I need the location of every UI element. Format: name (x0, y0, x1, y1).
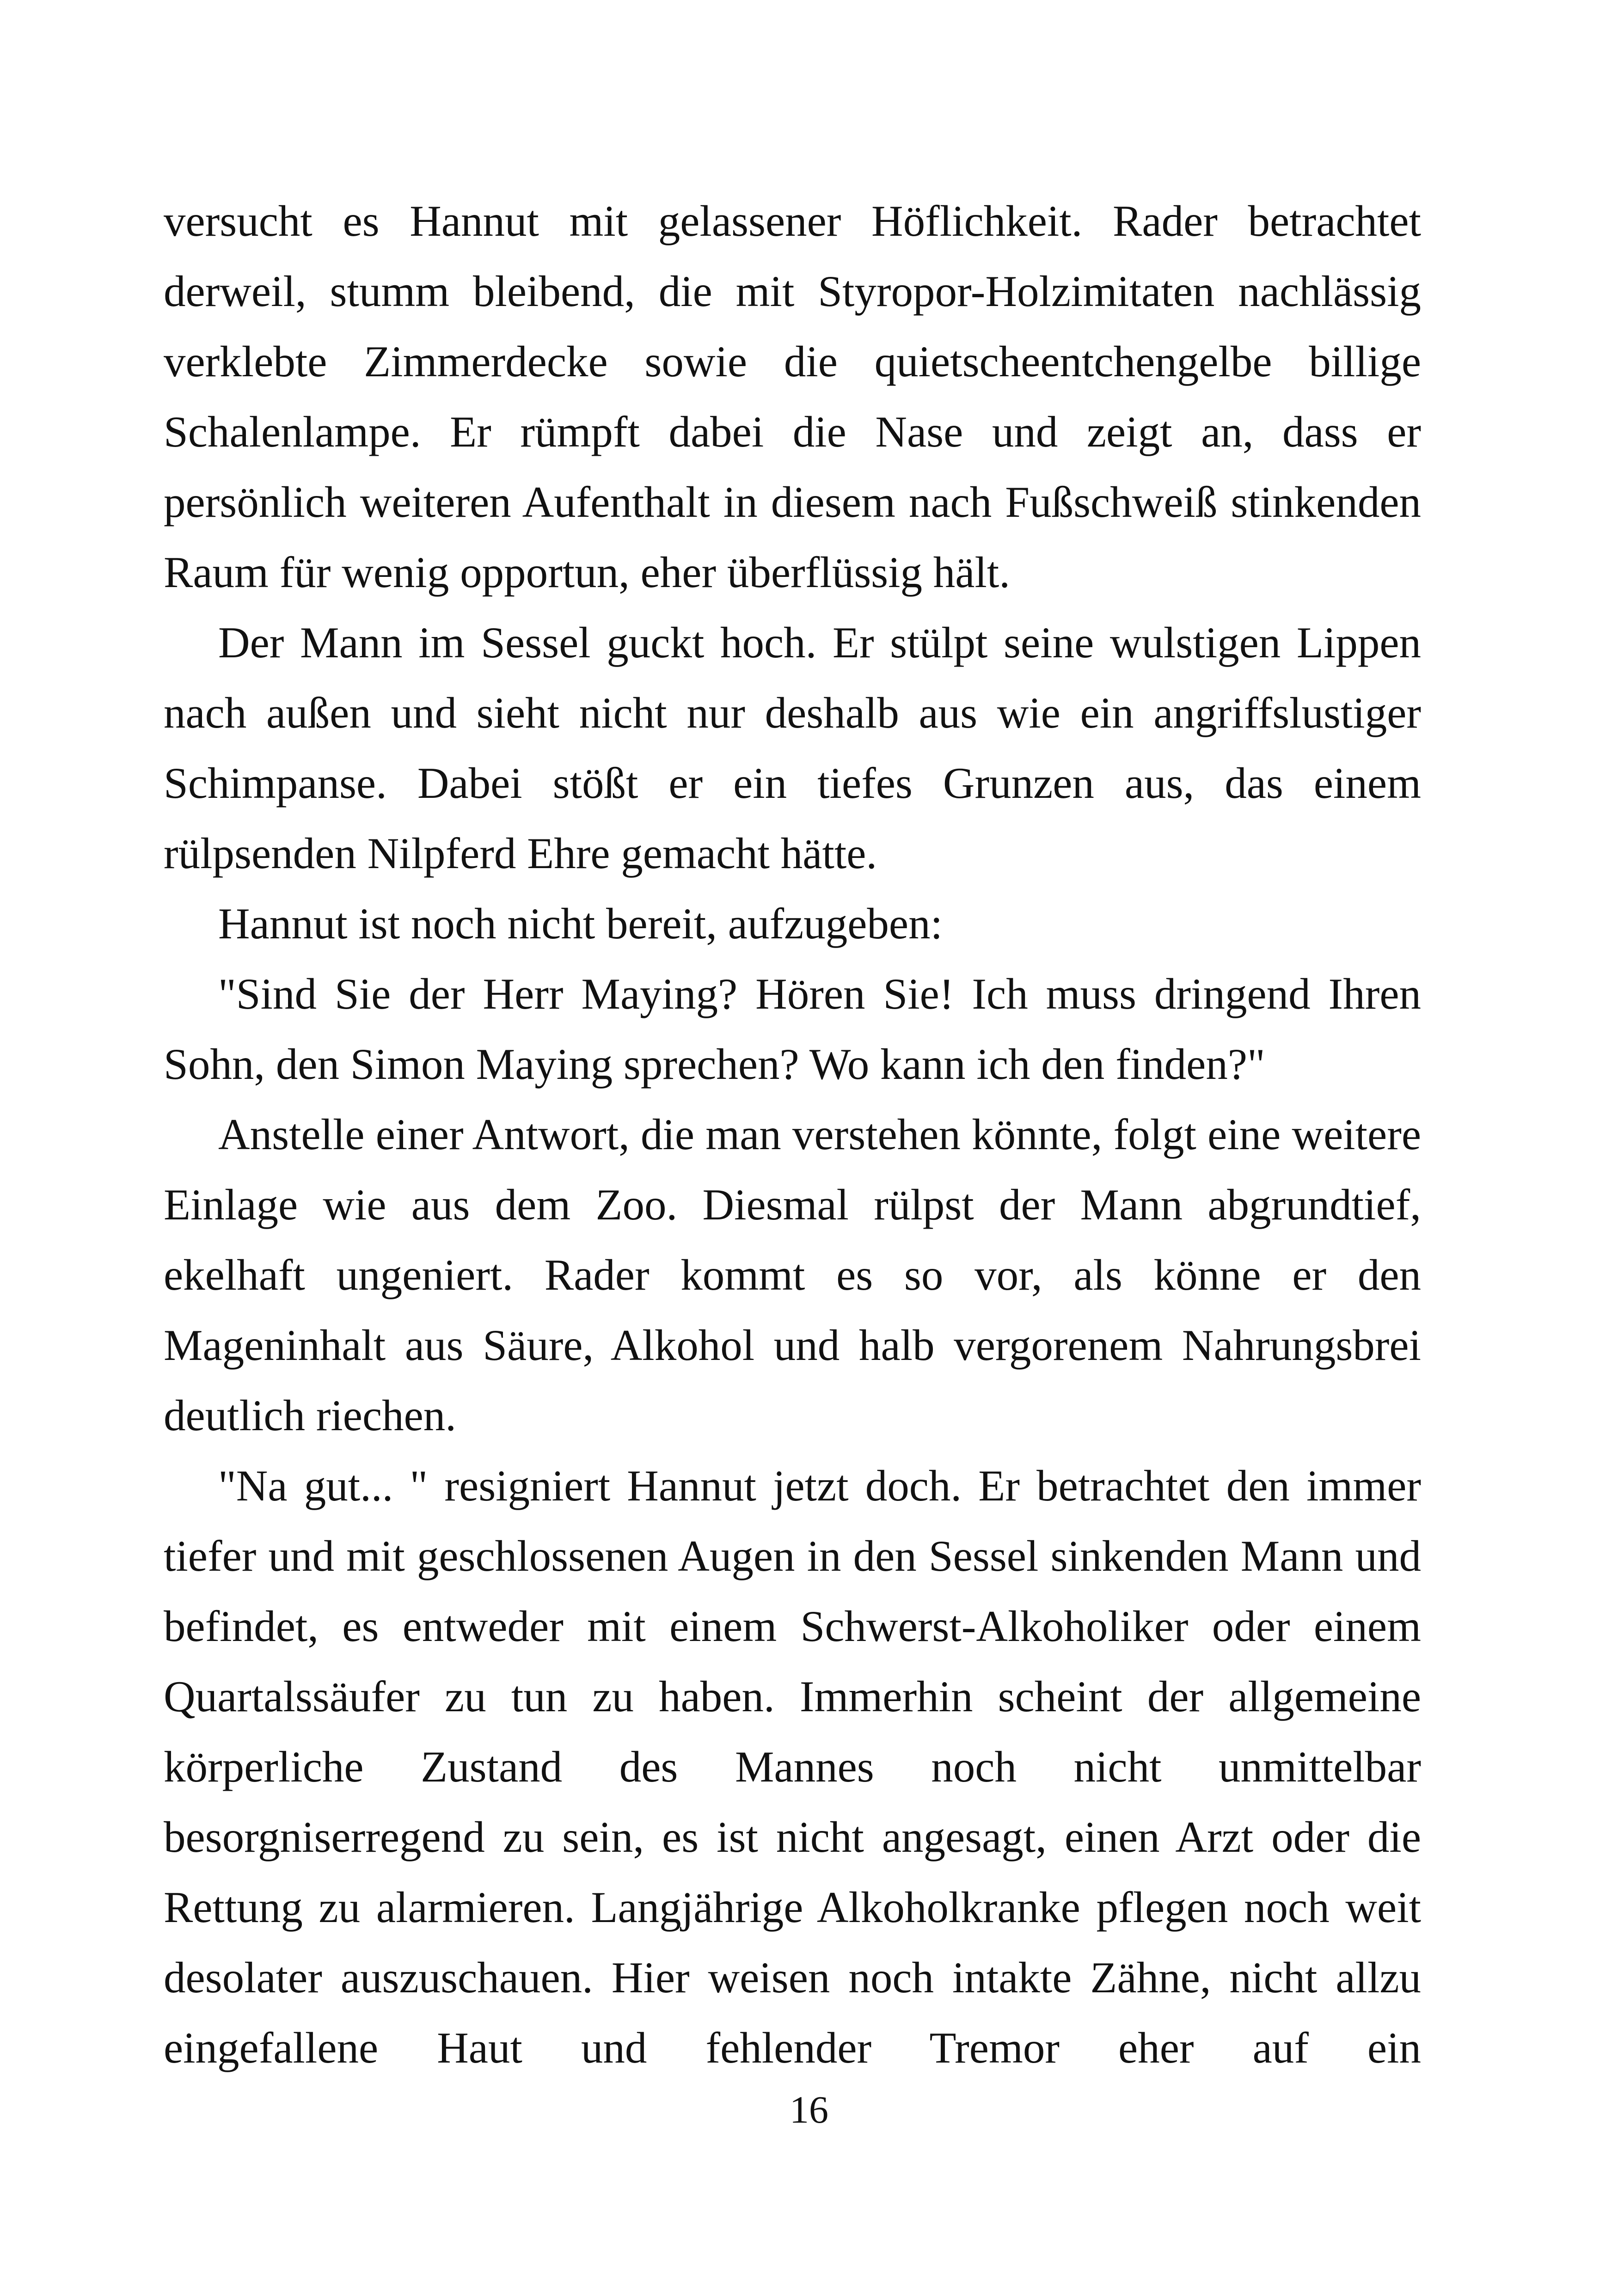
paragraph: Hannut ist noch nicht bereit, aufzugeben: (218, 899, 943, 948)
page-number: 16 (790, 2088, 828, 2131)
paragraph: Der Mann im Sessel guckt hoch. Er stülpt seine wulstigen Lippen nach außen und sieht nicht nur deshalb aus wie ein angriffslustiger Schimpanse. Dabei stößt er ein tiefes Grunzen aus, das einem rülpsenden Nilpferd Ehre gemacht hätte. (164, 618, 1421, 878)
paragraph-continues-next-page: "Na gut... " resigniert Hannut jetzt doch. Er betrachtet den immer tiefer und mit geschlossenen Augen in den Sessel sinkenden Mann und befindet, es entweder mit einem Schwerst-Alkoholiker oder einem Quartalssäufer zu tun zu haben. Immerhin scheint der allgemeine körperliche Zustand des Mannes noch nicht unmittelbar besorgniserregend zu sein, es ist nicht angesagt, einen Arzt oder die Rettung zu alarmieren. Langjährige Alkoholkranke pflegen noch weit desolater auszuschauen. Hier weisen noch intakte Zähne, nicht allzu eingefallene Haut und fehlender Tremor eher auf ein (164, 1461, 1421, 2072)
paragraph-continuation: versucht es Hannut mit gelassener Höflichkeit. Rader betrachtet derweil, stumm bleibend, die mit Styropor-Holzimitaten nachlässig verklebte Zimmerdecke sowie die quietscheentchengelbe billige Schalenlampe. Er rümpft dabei die Nase und zeigt an, dass er persönlich weiteren Aufenthalt in diesem nach Fußschweiß stinkenden Raum für wenig opportun, eher überflüssig hält. (164, 196, 1421, 597)
paragraph: Anstelle einer Antwort, die man verstehen könnte, folgt eine weitere Einlage wie aus dem Zoo. Diesmal rülpst der Mann abgrundtief, ekelhaft ungeniert. Rader kommt es so vor, als könne er den Mageninhalt aus Säure, Alkohol und halb vergorenem Nahrungsbrei deutlich riechen. (164, 1110, 1421, 1440)
paragraph-dialogue: "Sind Sie der Herr Maying? Hören Sie! Ich muss dringend Ihren Sohn, den Simon Maying sprechen? Wo kann ich den finden?" (164, 969, 1421, 1089)
body-text (164, 186, 1421, 2083)
